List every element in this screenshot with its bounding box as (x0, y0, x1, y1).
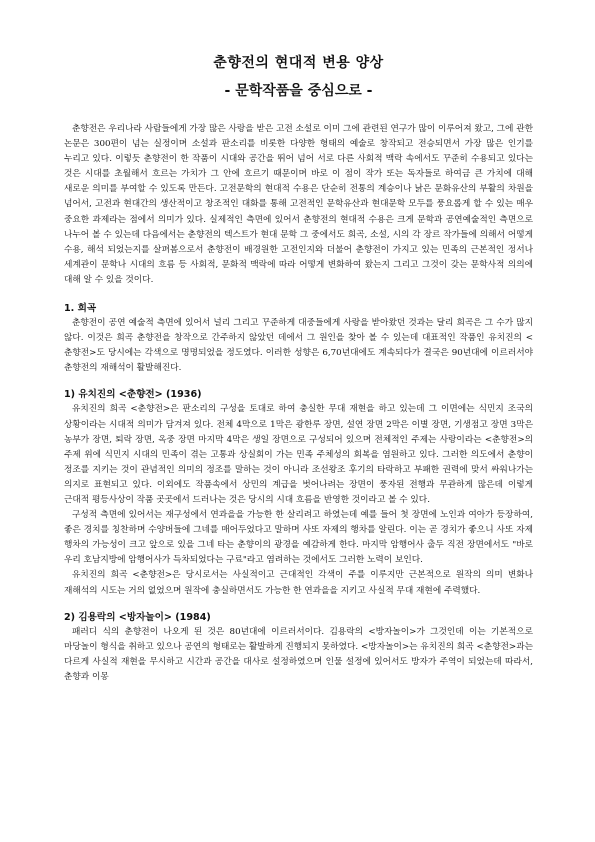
document-title: 춘향전의 현대적 변용 양상 (213, 55, 384, 71)
section-paragraph: 유치진의 희곡 <춘향전>은 판소리의 구성을 토대로 하여 충실한 무대 재현을 하고 있는데 그 이면에는 식민지 조국의 상황이라는 시대적 의미가 담겨져 있다. 전체 4막으로 1막은 광한루 장면, 설연 장면 2막은 이별 장면, 기생점고 장면 3막은 농부가 장면, 퇴락 장면, 옥중 장면 마지막 4막은 생일 장면으로 구성되어 있으며 전체적인 주제는 사랑이라는 <춘향전>의 주제 위에 식민지 시대의 민족이 겪는 고통과 상실회이 가는 민족 주체성의 회복을 염원하고 있다. 그러한 의도에서 춘향이 정조를 지키는 것이 관념적인 의미의 정조를 말하는 것이 아니라 조선왕조 후기의 타락하고 부패한 권력에 맞서 싸워나가는 의지로 표현되고 있다. 이외에도 작품속에서 상민의 계급을 벗어나려는 장면이 풍자된 전행과 무관하게 많은데 이렇게 근대적 평등사상이 작품 곳곳에서 드러나는 것은 당시의 시대 흐름을 반영한 것이라고 볼 수 있다. (64, 404, 533, 505)
intro-paragraph: 춘향전은 우리나라 사람들에게 가장 많은 사랑을 받은 고전 소설로 이미 그에 관련된 연구가 많이 이루어져 왔고, 그에 관한 논문은 300편이 넘는 실정이며 소설과 판소리를 비롯한 다양한 형태의 예술로 창작되고 전승되면서 가장 많은 인기를 누리고 있다. 이렇듯 춘향전이 한 작품이 시대와 공간을 뛰어 넘어 서로 다른 사회적 맥락 속에서도 꾸준히 수용되고 있다는 것은 시대를 초월해서 흐르는 가치가 그 안에 흐르기 때문이며 바로 이 점이 작가 또는 독자들로 하여금 큰 가치에 대해 새로운 의미를 부여할 수 있도록 만든다. 고전문학의 현대적 수용은 단순히 전통의 계승이나 낡은 문화유산의 부활의 차원을 넘어서, 고전과 현대간의 생산적이고 창조적인 대화를 통해 고전적인 문학유산과 현대문학 모두를 풍요롭게 할 수 있는 매우 중요한 과제라는 점에서 의미가 있다. 실제적인 측면에 있어서 춘향전의 현대적 수용은 크게 문학과 공연예술적인 측면으로 나누어 볼 수 있는데 다음에서는 춘향전의 텍스트가 현대 문학 그 중에서도 희곡, 소설, 시의 각 장르 작가들에 의해서 어떻게 수용, 해석 되었는지를 살펴봄으로서 춘향전이 배경원한 고전인지와 더불어 춘향전이 가지고 있는 민족의 근본적인 정서나 세계관이 문학나 시대의 흐름 등 사회적, 문화적 맥락에 따라 어떻게 변화하여 왔는지 그리고 그것이 갖는 문학사적 의의에 대해 알 수 있을 것이다. (64, 124, 533, 285)
section-paragraph: 구성적 측면에 있어서는 재구성에서 연과을을 가능한 한 살리려고 하였는데 예를 들어 첫 장면에 노인과 여아가 등장하여, 좋은 경치를 칭찬하며 수양버들에 그네를 매어두었다고 말하며 사또 자제의 행차를 알린다. 이는 곧 경치가 좋으니 사또 자제 행차의 가능성이 크고 앞으로 있을 그네 타는 춘향이의 광경을 예감하게 한다. 마지막 암행어사 출두 직전 장면에서도 "바로 우리 호남지방에 암행어사가 득차되었다는 구료"라고 염려하는 것에서도 그러한 노력이 보인다. (64, 510, 533, 566)
section-heading-kim-yongrak: 2) 김용락의 <방자놀이> (1984) (64, 611, 211, 623)
section-paragraph: 춘향전이 공연 예술적 측면에 있어서 널리 그리고 꾸준하게 대중들에게 사랑을 받아왔던 것과는 달리 희곡은 그 수가 많지 않다. 이것은 희곡 춘향전을 창작으로 간주하지 않았던 데에서 그 원인을 찾아 볼 수 있는데 대표적인 작품인 유치진의 <춘향전>도 당시에는 각색으로 명명되었을 정도였다. 이러한 성향은 6,70년대에도 계속되다가 결국은 90년대에 이르러서야 춘향전의 재해석이 활발해진다. (64, 318, 533, 374)
section-paragraph: 유치진의 희곡 <춘향전>은 당시로서는 사실적이고 근대적인 각색이 주를 이루지만 근본적으로 원작의 의미 변화나 재해석의 시도는 거의 없었으며 원작에 충실하면서도 가능한 한 연과을을 지키고 사실적 무대 재현에 주력했다. (64, 570, 533, 596)
section-heading-drama: 1. 희곡 (64, 303, 97, 315)
section-heading-yoo-chijin: 1) 유치진의 <춘향전> (1936) (64, 389, 202, 401)
document-subtitle: - 문학작품을 중심으로 - (224, 83, 373, 99)
section-paragraph: 패러디 식의 춘향전이 나오게 된 것은 80년대에 이르러서이다. 김용락의 <방자놀이>가 그것인데 이는 기본적으로 마당놀이 형식을 취하고 있으나 공연의 형태로는 활발하게 진행되지 못하였다. <방자놀이>는 유치진의 희곡 <춘향전>과는 다르게 사실적 재현을 무시하고 시간과 공간을 대사로 설정하였으며 인물 설정에 있어서도 방자가 주역이 되었는데 따라서, 춘향과 이몽 (64, 626, 533, 682)
